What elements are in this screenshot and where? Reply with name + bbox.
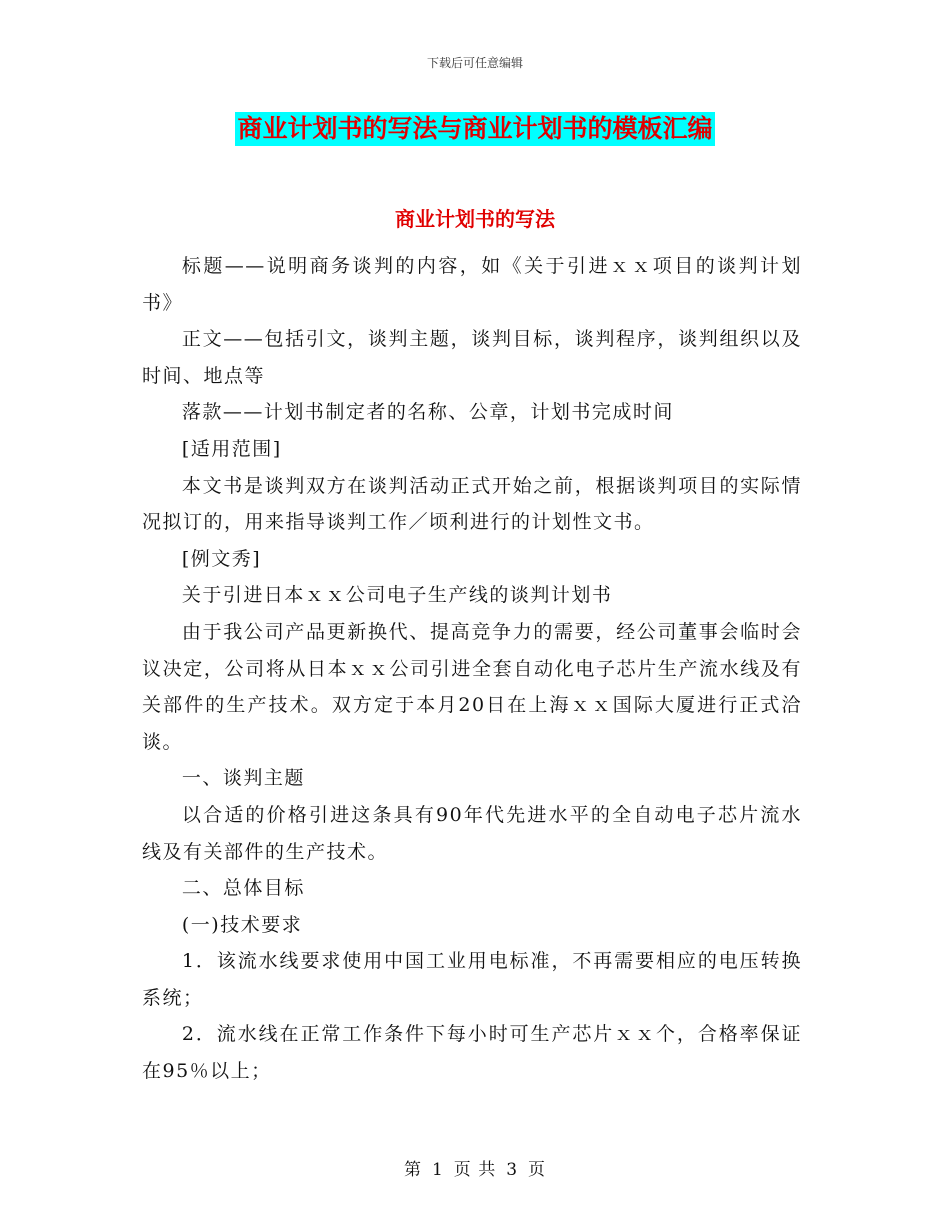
paragraph: 本文书是谈判双方在谈判活动正式开始之前，根据谈判项目的实际情况拟订的，用来指导谈判工作／顷利进行的计划性文书。 <box>142 474 802 534</box>
paragraph: 落款——计划书制定者的名称、公章，计划书完成时间 <box>181 401 674 424</box>
current-page-number: 1 <box>431 1160 444 1180</box>
paragraph: (一)技术要求 <box>181 913 303 936</box>
page-footer <box>0 1155 950 1180</box>
paragraph: 2．流水线在正常工作条件下每小时可生产芯片ｘｘ个，合格率保证在95％以上； <box>142 1023 802 1083</box>
header-note: 下载后可任意编辑 <box>426 56 523 70</box>
paragraph: 一、谈判主题 <box>181 767 305 790</box>
body-text <box>142 248 802 1090</box>
paragraph: 二、总体目标 <box>181 877 305 900</box>
paragraph: 1．该流水线要求使用中国工业用电标准，不再需要相应的电压转换系统； <box>142 950 802 1009</box>
main-title <box>0 112 950 146</box>
paragraph: [例文秀] <box>181 547 262 570</box>
footer-prefix: 第 <box>403 1160 422 1180</box>
paragraph: 由于我公司产品更新换代、提高竞争力的需要，经公司董事会临时会议决定，公司将从日本ｘｘ公司引进全套自动化电子芯片生产流水线及有关部件的生产技术。双方定于本月20日在上海ｘｘ国际大厦进行正式洽谈。 <box>142 620 802 753</box>
main-title-text: 商业计划书的写法与商业计划书的模板汇编 <box>235 112 714 146</box>
footer-middle: 页 共 <box>453 1160 497 1180</box>
paragraph: 以合适的价格引进这条具有90年代先进水平的全自动电子芯片流水线及有关部件的生产技术。 <box>142 803 802 863</box>
total-pages-number: 3 <box>506 1160 519 1180</box>
section-title: 商业计划书的写法 <box>395 207 555 231</box>
paragraph: 正文——包括引文，谈判主题，谈判目标，谈判程序，谈判组织以及时间、地点等 <box>142 328 802 387</box>
paragraph: 关于引进日本ｘｘ公司电子生产线的谈判计划书 <box>181 584 613 607</box>
footer-suffix: 页 <box>528 1160 547 1180</box>
paragraph: 标题——说明商务谈判的内容，如《关于引进ｘｘ项目的谈判计划书》 <box>142 255 802 314</box>
paragraph: [适用范围] <box>181 437 282 460</box>
